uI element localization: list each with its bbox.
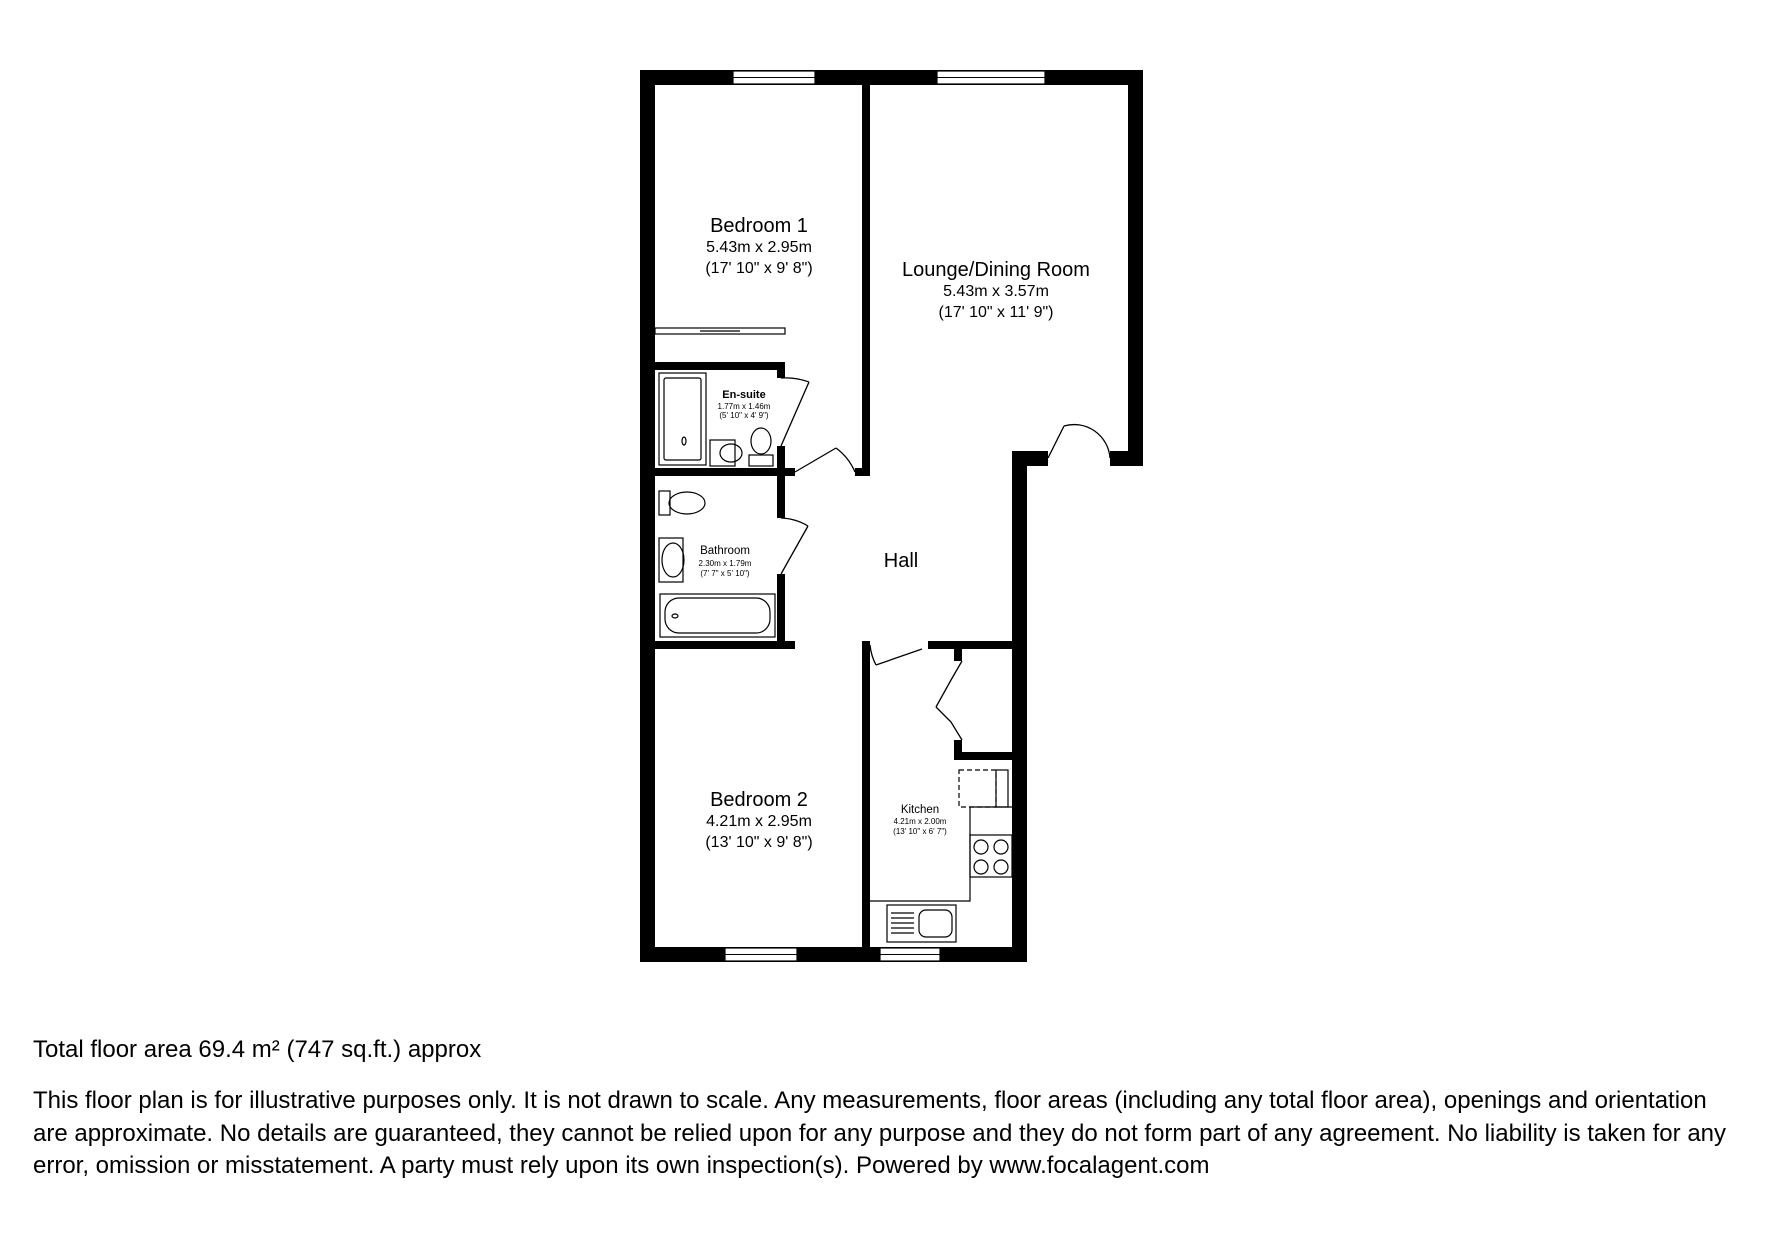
bedroom2-imperial: (13' 10" x 9' 8") (705, 834, 813, 851)
wall-right-upper (1128, 70, 1143, 466)
kitchen-sink-icon (887, 905, 956, 942)
wall-ensuite-right-upper (777, 362, 785, 378)
wall-hall-stub (855, 468, 870, 476)
hall-name: Hall (883, 550, 919, 572)
ensuite-shower-icon (659, 373, 706, 465)
wall-bottom (640, 947, 1027, 962)
wall-step-right (1110, 451, 1143, 466)
wall-kitchen-top-right (928, 641, 1012, 649)
ensuite-sink-icon (710, 440, 742, 466)
wall-bathroom-right-upper (777, 476, 785, 518)
door-cupboard (936, 661, 962, 740)
bedroom1-name: Bedroom 1 (710, 215, 808, 237)
bedroom2-metric: 4.21m x 2.95m (706, 813, 812, 830)
window-lounge (937, 71, 1045, 84)
wall-ensuite-bottom (655, 468, 795, 476)
lounge-name: Lounge/Dining Room (902, 259, 1090, 281)
window-bedroom1 (733, 71, 815, 84)
kitchen-metric: 4.21m x 2.00m (893, 817, 947, 826)
bedroom1-imperial: (17' 10" x 9' 8") (705, 260, 813, 277)
door-bathroom (781, 518, 808, 574)
bedroom1-wardrobe (655, 328, 785, 334)
ensuite-name: En-suite (722, 389, 766, 401)
bathroom-name: Bathroom (700, 545, 750, 557)
kitchen-appliance-icon (959, 770, 1008, 807)
door-lounge (1048, 425, 1110, 458)
bath-icon (660, 594, 775, 637)
wall-bathroom-bottom (655, 641, 795, 649)
kitchen-imperial: (13' 10" x 6' 7") (893, 827, 947, 836)
wall-top-left (640, 70, 1143, 85)
doors (781, 378, 1110, 740)
disclaimer-text: This floor plan is for illustrative purposes only. It is not drawn to scale. Any measurements, floor areas (including any total floor area), openings and orientation are approximate. No details are guaranteed, they cannot be relied upon for any purpose and they do not form part of any agreement. No liability is taken for any error, omission or misstatement. A party must rely upon its own inspection(s). Powered by www.focalagent.com (33, 1087, 1727, 1179)
bedroom1-metric: 5.43m x 2.95m (706, 239, 812, 256)
kitchen-name: Kitchen (900, 804, 940, 816)
bathroom-metric: 2.30m x 1.79m (698, 559, 752, 568)
lounge-metric: 5.43m x 3.57m (943, 283, 1049, 300)
wall-ensuite-top (655, 362, 785, 370)
hob-icon (970, 835, 1012, 877)
room-labels (699, 215, 1090, 851)
total-floor-area: Total floor area 69.4 m² (747 sq.ft.) approx (33, 1036, 482, 1063)
bathroom-toilet-icon (659, 491, 705, 515)
bedroom2-name: Bedroom 2 (710, 789, 808, 811)
window-kitchen (880, 948, 940, 961)
wall-left (640, 70, 655, 962)
ensuite-toilet-icon (749, 428, 773, 466)
bathroom-imperial: (7' 7" x 5' 10") (700, 569, 750, 578)
door-ensuite (781, 378, 809, 446)
bathroom-basin-icon (659, 538, 684, 582)
door-kitchen (870, 645, 922, 665)
ensuite-metric: 1.77m x 1.46m (717, 402, 771, 411)
window-bedroom2 (725, 948, 797, 961)
wall-kitchen-left (862, 649, 870, 947)
lounge-imperial: (17' 10" x 11' 9") (938, 304, 1054, 321)
wall-right-lower (1012, 451, 1027, 962)
wall-cupboard-left-upper (954, 641, 962, 661)
wall-cupboard-bottom (954, 752, 1012, 760)
ensuite-imperial: (5' 10" x 4' 9") (719, 411, 769, 420)
wall-bathroom-right-lower (777, 574, 785, 649)
door-hall-bedroom1 (795, 448, 855, 472)
wall-bedroom1-lounge (862, 85, 870, 474)
